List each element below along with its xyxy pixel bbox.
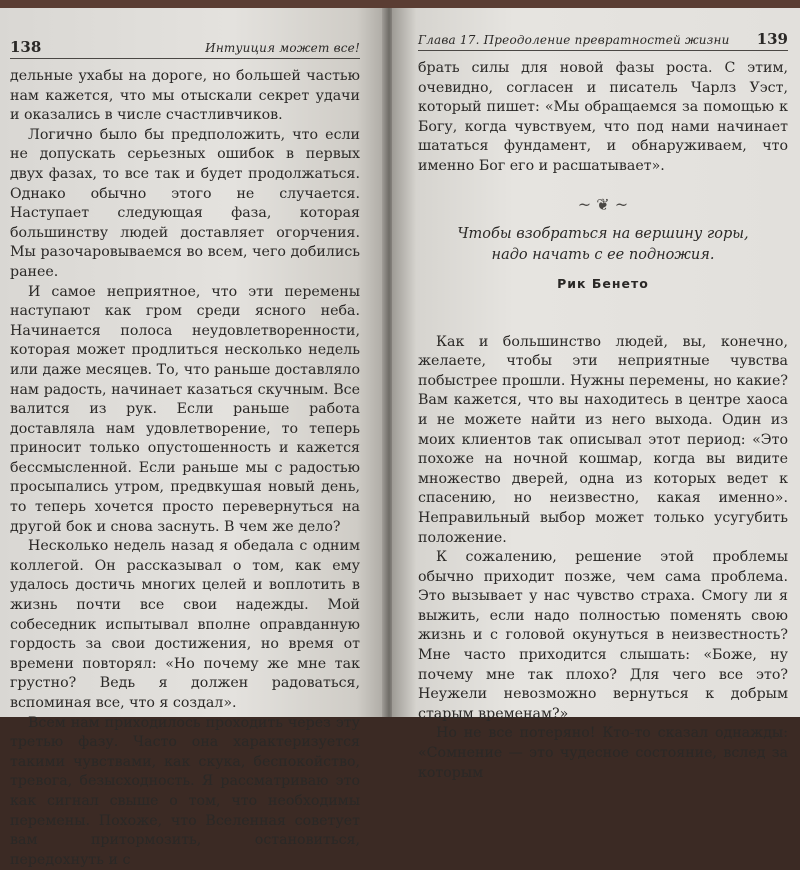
running-head: Интуиция может все! bbox=[205, 41, 360, 55]
paragraph: дельные ухабы на дороге, но большей частью нам кажется, что мы отыскали секрет удачи и оказались в числе счастливчиков. bbox=[10, 68, 360, 124]
paragraph: К сожалению, решение этой проблемы обычно приходит позже, чем сама проблема. Это вызывает у нас чувство страха. Смогу ли я выжить, если надо полностью поменять свою жизнь и с головой окунуться в неизвестность? Мне часто приходится слышать: «Боже, ну почему мне так плохо? Для чего все это? Неужели невозможно вернуться к добрым старым временам?» bbox=[418, 549, 788, 722]
paragraph: Логично было бы предположить, что если не допускать серьезных ошибок в первых двух фазах, то все так и будет продолжаться. Однако обычно этого не случается. Наступает следующая фаза, которая большинству людей доставляет огорчения. Мы разочаровываемся во всем, чего добились ранее. bbox=[10, 126, 360, 280]
running-head: Глава 17. Преодоление превратностей жизни bbox=[418, 33, 730, 47]
left-page-text bbox=[10, 67, 360, 870]
left-page-header bbox=[10, 38, 360, 59]
epigraph-author: Рик Бенето bbox=[557, 275, 649, 291]
left-page bbox=[0, 8, 388, 868]
paragraph: И самое неприятное, что эти перемены наступают как гром среди ясного неба. Начинается полоса неудовлетворенности, которая может продлиться несколько недель или даже месяцев. То, что раньше доставляло нам радость, начинает казаться скучным. Все валится из рук. Если раньше работа доставляла нам удовлетворение, то теперь приносит только опустошенность и кажется бессмысленной. Если раньше мы с радостью просыпались утром, предвкушая новый день, то теперь хочется просто перевернуться на другой бок и снова заснуть. В чем же дело? bbox=[10, 283, 360, 535]
epigraph bbox=[418, 224, 788, 266]
paragraph: брать силы для новой фазы роста. С этим, очевидно, согласен и писатель Чарлз Уэст, который пишет: «Мы обращаемся за помощью к Богу, когда чувствуем, что под нами начинает шататься фундамент, и обнаруживаем, что именно Бог его и расшатывает». bbox=[418, 60, 788, 174]
epigraph-line: Чтобы взобраться на вершину горы, bbox=[457, 225, 749, 242]
paragraph: Несколько недель назад я обедала с одним коллегой. Он рассказывал о том, как ему удалось достичь многих целей и воплотить в жизнь почти все свои надежды. Мой собеседник испытывал вполне оправданную гордость за свои достижения, но время от времени повторял: «Но почему же мне так грустно? Ведь я должен радоваться, вспоминая все, что я создал». bbox=[10, 538, 360, 711]
paragraph: Всем нам приходилось проходить через эту третью фазу. Часто она характеризуется такими чувствами, как скука, беспокойство, тревога, безысходность. Я рассматриваю это как сигнал свыше о том, что необходимы перемены. Похоже, что Вселенная советует вам притормозить, остановиться, передохнуть и с bbox=[10, 714, 360, 868]
epigraph-line: надо начать с ее подножия. bbox=[491, 246, 715, 263]
page-number: 139 bbox=[756, 30, 788, 48]
paragraph: Как и большинство людей, вы, конечно, желаете, чтобы эти неприятные чувства побыстрее прошли. Нужны перемены, но какие? Вам кажется, что вы находитесь в центре хаоса и не можете найти из него выхода. Один из моих клиентов так описывал этот период: «Это похоже на ночной кошмар, когда вы видите множество дверей, одна из которых ведет к спасению, но неизвестно, какая именно». Неправильный выбор может только усугубить положение. bbox=[418, 333, 788, 546]
right-page-header bbox=[418, 30, 788, 51]
ornament-divider-icon: ~ ❦ ~ bbox=[577, 194, 629, 214]
right-page-text bbox=[418, 59, 788, 783]
right-page bbox=[392, 8, 800, 781]
page-number: 138 bbox=[10, 38, 42, 56]
paragraph: Но не все потеряно! Кто-то сказал однажды: «Сомнение — это чудесное состояние, вслед за которым bbox=[418, 725, 788, 781]
